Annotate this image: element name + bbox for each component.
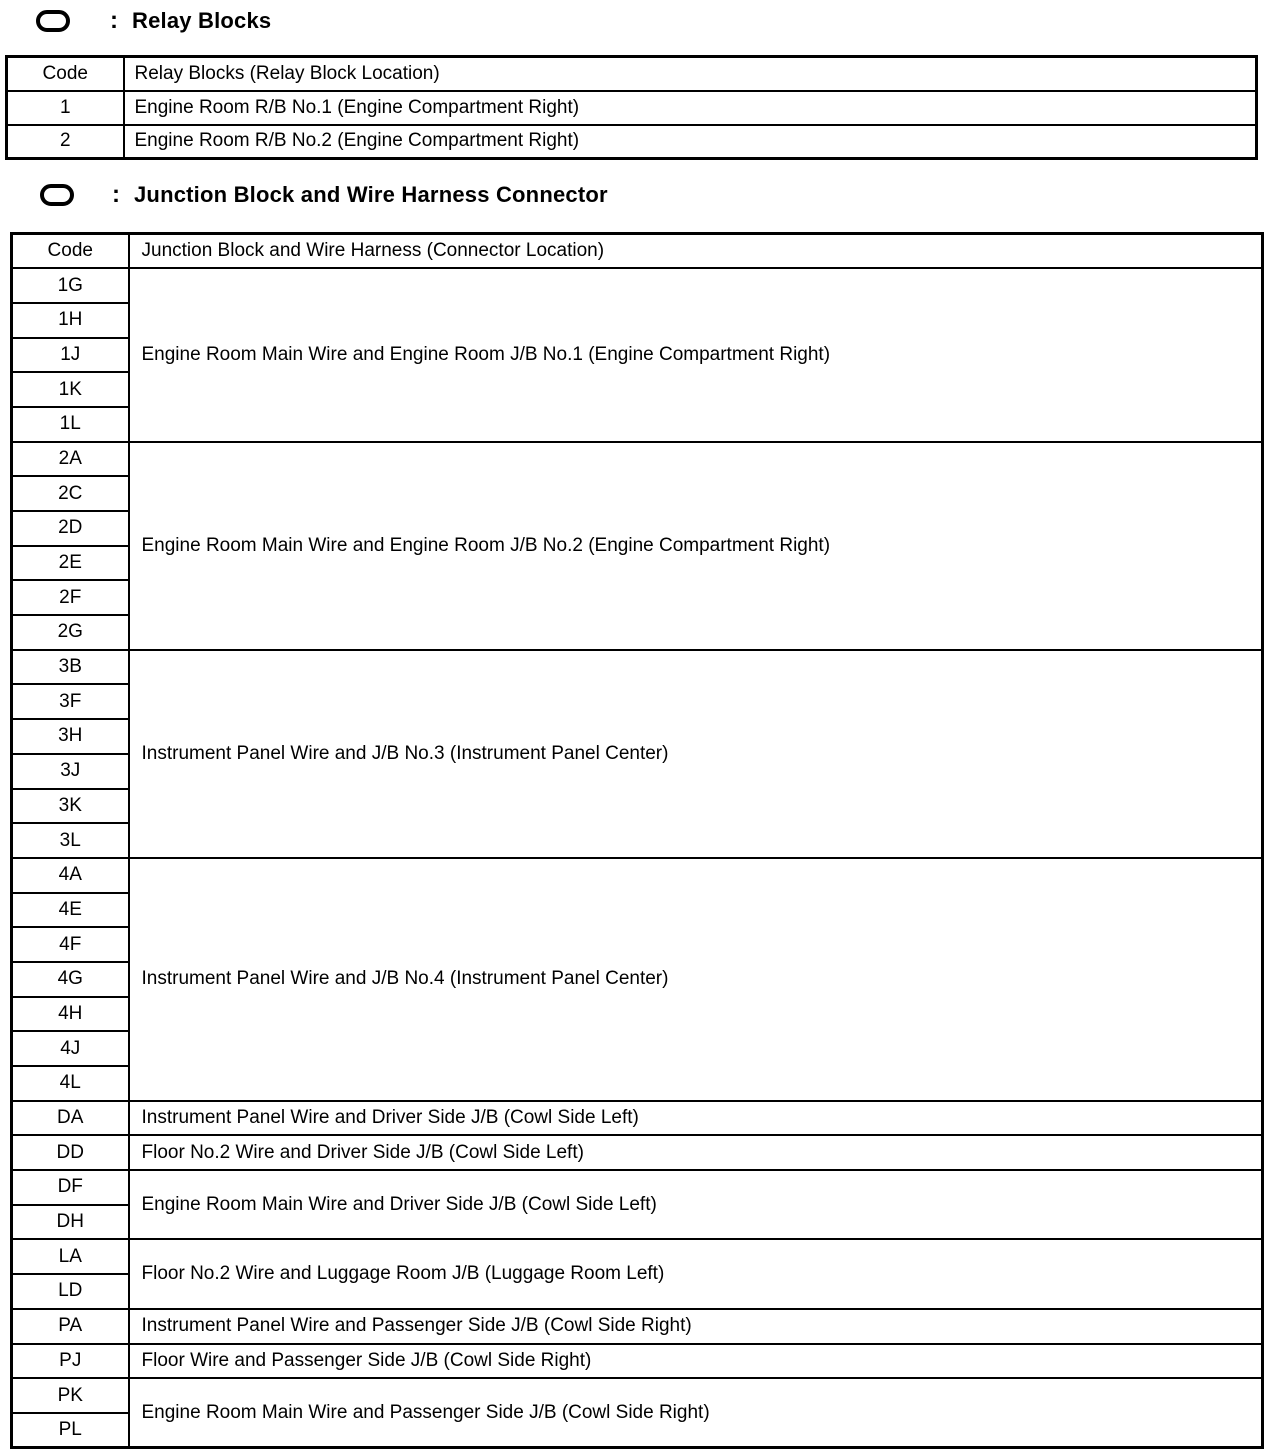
connector-code-cell: 2G bbox=[12, 615, 129, 650]
connector-code-cell: DF bbox=[12, 1170, 129, 1205]
relay-blocks-table bbox=[5, 55, 1258, 160]
connector-code-cell: 3F bbox=[12, 684, 129, 719]
connector-code-cell: PA bbox=[12, 1309, 129, 1344]
connector-code-cell: DH bbox=[12, 1205, 129, 1240]
relay-block-oval-icon bbox=[36, 10, 70, 32]
connector-code-cell: 1K bbox=[12, 372, 129, 407]
relay-blocks-heading bbox=[36, 8, 271, 34]
relay-header-description: Relay Blocks (Relay Block Location) bbox=[124, 57, 1257, 91]
table-row bbox=[12, 1378, 1263, 1413]
table-row bbox=[7, 125, 1257, 159]
table-row bbox=[12, 1239, 1263, 1274]
relay-description-cell: Engine Room R/B No.1 (Engine Compartment Right) bbox=[124, 91, 1257, 125]
connector-location-cell: Engine Room Main Wire and Driver Side J/B (Cowl Side Left) bbox=[129, 1170, 1263, 1239]
connector-location-cell: Engine Room Main Wire and Engine Room J/B No.2 (Engine Compartment Right) bbox=[129, 442, 1263, 650]
table-row bbox=[12, 1344, 1263, 1379]
connector-location-cell: Instrument Panel Wire and Passenger Side J/B (Cowl Side Right) bbox=[129, 1309, 1263, 1344]
table-row bbox=[12, 442, 1263, 477]
connector-code-cell: 4H bbox=[12, 997, 129, 1032]
junction-block-title: Junction Block and Wire Harness Connector bbox=[134, 182, 608, 207]
junction-header-code: Code bbox=[12, 234, 129, 269]
connector-code-cell: 3L bbox=[12, 823, 129, 858]
connector-code-cell: PL bbox=[12, 1413, 129, 1448]
connector-location-cell: Floor No.2 Wire and Driver Side J/B (Cowl Side Left) bbox=[129, 1135, 1263, 1170]
connector-code-cell: PK bbox=[12, 1378, 129, 1413]
connector-location-cell: Instrument Panel Wire and J/B No.4 (Instrument Panel Center) bbox=[129, 858, 1263, 1101]
table-row bbox=[12, 858, 1263, 893]
connector-code-cell: 4F bbox=[12, 927, 129, 962]
relay-description-cell: Engine Room R/B No.2 (Engine Compartment Right) bbox=[124, 125, 1257, 159]
connector-code-cell: LA bbox=[12, 1239, 129, 1274]
connector-code-cell: 4L bbox=[12, 1066, 129, 1101]
connector-code-cell: 3J bbox=[12, 754, 129, 789]
connector-code-cell: 3H bbox=[12, 719, 129, 754]
connector-location-cell: Floor No.2 Wire and Luggage Room J/B (Luggage Room Left) bbox=[129, 1239, 1263, 1308]
relay-blocks-title: Relay Blocks bbox=[132, 8, 272, 33]
junction-block-heading bbox=[40, 182, 608, 208]
connector-code-cell: 4E bbox=[12, 893, 129, 928]
junction-table-header-row bbox=[12, 234, 1263, 269]
table-row bbox=[12, 1101, 1263, 1136]
table-row bbox=[12, 650, 1263, 685]
connector-code-cell: 1G bbox=[12, 268, 129, 303]
connector-location-cell: Instrument Panel Wire and J/B No.3 (Instrument Panel Center) bbox=[129, 650, 1263, 858]
connector-code-cell: 3B bbox=[12, 650, 129, 685]
connector-code-cell: 2A bbox=[12, 442, 129, 477]
connector-code-cell: 1J bbox=[12, 338, 129, 373]
table-row bbox=[12, 268, 1263, 303]
table-row bbox=[12, 1135, 1263, 1170]
connector-code-cell: 3K bbox=[12, 789, 129, 824]
relay-code-cell: 1 bbox=[7, 91, 124, 125]
table-row bbox=[12, 1170, 1263, 1205]
connector-code-cell: DD bbox=[12, 1135, 129, 1170]
connector-location-cell: Engine Room Main Wire and Passenger Side J/B (Cowl Side Right) bbox=[129, 1378, 1263, 1447]
relay-heading-colon: : bbox=[110, 7, 118, 34]
connector-code-cell: 1L bbox=[12, 407, 129, 442]
relay-header-code: Code bbox=[7, 57, 124, 91]
connector-code-cell: 1H bbox=[12, 303, 129, 338]
connector-code-cell: 2F bbox=[12, 580, 129, 615]
junction-header-description: Junction Block and Wire Harness (Connector Location) bbox=[129, 234, 1263, 269]
table-row bbox=[12, 1309, 1263, 1344]
junction-block-oval-icon bbox=[40, 184, 74, 206]
junction-heading-colon: : bbox=[112, 181, 120, 208]
connector-location-cell: Floor Wire and Passenger Side J/B (Cowl Side Right) bbox=[129, 1344, 1263, 1379]
connector-code-cell: PJ bbox=[12, 1344, 129, 1379]
junction-block-table bbox=[10, 232, 1264, 1449]
connector-location-cell: Engine Room Main Wire and Engine Room J/B No.1 (Engine Compartment Right) bbox=[129, 268, 1263, 441]
connector-code-cell: 4A bbox=[12, 858, 129, 893]
relay-table-header-row bbox=[7, 57, 1257, 91]
connector-location-cell: Instrument Panel Wire and Driver Side J/B (Cowl Side Left) bbox=[129, 1101, 1263, 1136]
connector-code-cell: 4G bbox=[12, 962, 129, 997]
connector-code-cell: LD bbox=[12, 1274, 129, 1309]
connector-code-cell: 2E bbox=[12, 546, 129, 581]
relay-code-cell: 2 bbox=[7, 125, 124, 159]
table-row bbox=[7, 91, 1257, 125]
connector-code-cell: 2C bbox=[12, 476, 129, 511]
connector-code-cell: DA bbox=[12, 1101, 129, 1136]
connector-code-cell: 4J bbox=[12, 1031, 129, 1066]
connector-code-cell: 2D bbox=[12, 511, 129, 546]
